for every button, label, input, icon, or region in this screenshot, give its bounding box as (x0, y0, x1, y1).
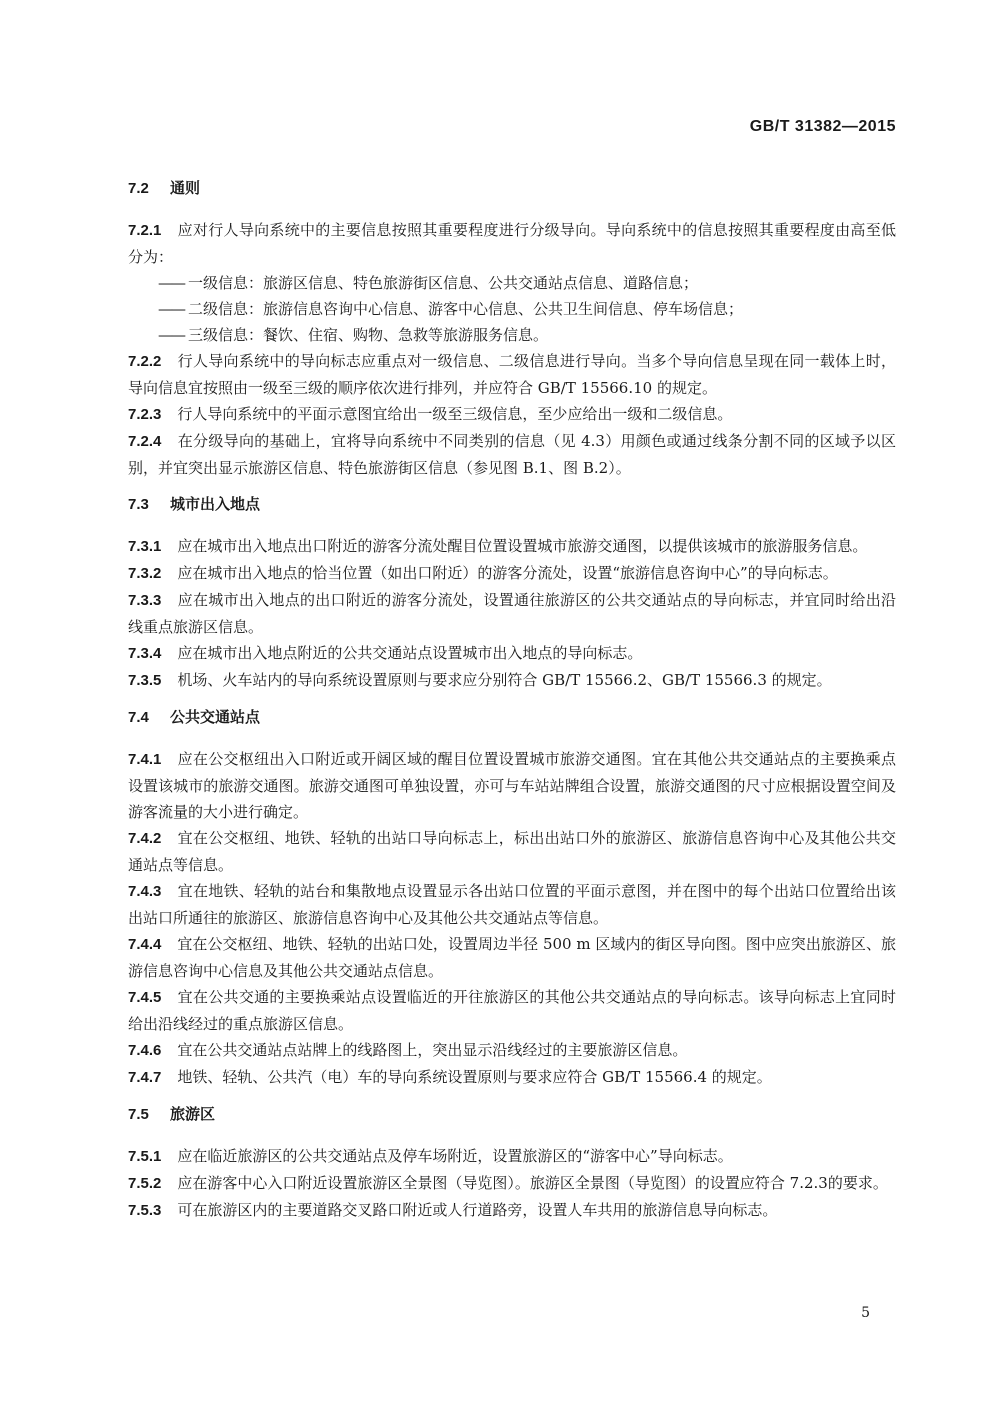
bullet-item (128, 322, 896, 348)
clause-text: 应在城市出入地点附近的公共交通站点设置城市出入地点的导向标志。 (177, 644, 643, 662)
clause-text: 可在旅游区内的主要道路交叉路口附近或人行道路旁，设置人车共用的旅游信息导向标志。 (177, 1201, 778, 1219)
clause-number: 7.3.3 (128, 592, 162, 609)
clause-number: 7.4.6 (128, 1042, 162, 1059)
clause-text: 一级信息：旅游区信息、特色旅游街区信息、公共交通站点信息、道路信息； (188, 274, 699, 292)
bullet-item (128, 296, 896, 322)
section-gap (128, 694, 896, 705)
clause-text: 行人导向系统中的平面示意图宜给出一级至三级信息，至少应给出一级和二级信息。 (177, 405, 733, 423)
section-title: 城市出入地点 (170, 496, 261, 513)
clause-number: 7.2.3 (128, 406, 162, 423)
clause (128, 1037, 896, 1064)
clause-number: 7.3.2 (128, 565, 162, 582)
clause (128, 1064, 896, 1091)
clause (128, 746, 896, 825)
clause (128, 560, 896, 587)
document-body (128, 176, 896, 1224)
clause-text: 宜在地铁、轻轨的站台和集散地点设置显示各出站口位置的平面示意图，并在图中的每个出站口位置给出该出站口所通往的旅游区、旅游信息咨询中心及其他公共交通站点等信息。 (128, 882, 896, 927)
section-number: 7.2 (128, 180, 149, 197)
section-heading (128, 492, 896, 518)
section-gap (128, 481, 896, 492)
clause-number: 7.2.2 (128, 353, 162, 370)
clause-number: 7.4.3 (128, 883, 162, 900)
clause-number: 7.2.4 (128, 433, 162, 450)
clause-number: 7.3.1 (128, 538, 162, 555)
clause (128, 931, 896, 984)
clause-text: 行人导向系统中的导向标志应重点对一级信息、二级信息进行导向。当多个导向信息呈现在同一载体上时，导向信息宜按照由一级至三级的顺序依次进行排列，并应符合 GB/T 15566.10 的规定。 (128, 352, 896, 397)
clause (128, 984, 896, 1037)
clause-number: 7.3.4 (128, 645, 162, 662)
section-heading (128, 705, 896, 731)
clause-text: 应在公交枢纽出入口附近或开阔区域的醒目位置设置城市旅游交通图。宜在其他公共交通站点的主要换乘点设置该城市的旅游交通图。旅游交通图可单独设置，亦可与车站站牌组合设置，旅游交通图的尺寸应根据设置空间及游客流量的大小进行确定。 (128, 750, 896, 821)
clause-text: 应在城市出入地点出口附近的游客分流处醒目位置设置城市旅游交通图，以提供该城市的旅游服务信息。 (177, 537, 868, 555)
clause (128, 401, 896, 428)
section-gap (128, 1091, 896, 1102)
clause-number: 7.2.1 (128, 222, 162, 239)
clause (128, 878, 896, 931)
section-title: 旅游区 (170, 1106, 216, 1123)
clause-text: 应在游客中心入口附近设置旅游区全景图（导览图）。旅游区全景图（导览图）的设置应符合 7.2.3的要求。 (177, 1174, 888, 1192)
clause-text: 宜在公交枢纽、地铁、轻轨的出站口导向标志上，标出出站口外的旅游区、旅游信息咨询中心及其他公共交通站点等信息。 (128, 829, 896, 874)
clause-number: 7.4.1 (128, 751, 162, 768)
clause-number: 7.3.5 (128, 672, 162, 689)
clause-number: 7.5.1 (128, 1148, 162, 1165)
section-title: 公共交通站点 (170, 709, 261, 726)
clause-text: 地铁、轻轨、公共汽（电）车的导向系统设置原则与要求应符合 GB/T 15566.4 的规定。 (177, 1068, 772, 1086)
clause (128, 667, 896, 694)
clause-number: 7.4.7 (128, 1069, 162, 1086)
clause (128, 217, 896, 270)
clause-text: 三级信息：餐饮、住宿、购物、急救等旅游服务信息。 (188, 326, 549, 344)
section-number: 7.3 (128, 496, 149, 513)
bullet-dash: —— (158, 300, 184, 318)
section-title: 通则 (170, 180, 201, 197)
bullet-dash: —— (158, 326, 184, 344)
clause-text: 机场、火车站内的导向系统设置原则与要求应分别符合 GB/T 15566.2、GB/T 15566.3 的规定。 (177, 671, 832, 689)
section-number: 7.5 (128, 1106, 149, 1123)
clause-text: 应对行人导向系统中的主要信息按照其重要程度进行分级导向。导向系统中的信息按照其重要程度由高至低分为： (128, 221, 896, 266)
clause-text: 宜在公共交通的主要换乘站点设置临近的开往旅游区的其他公共交通站点的导向标志。该导向标志上宜同时给出沿线经过的重点旅游区信息。 (128, 988, 896, 1033)
clause-text: 二级信息：旅游信息咨询中心信息、游客中心信息、公共卫生间信息、停车场信息； (188, 300, 744, 318)
clause-number: 7.4.5 (128, 989, 162, 1006)
clause-text: 应在城市出入地点的出口附近的游客分流处，设置通往旅游区的公共交通站点的导向标志，并宜同时给出沿线重点旅游区信息。 (128, 591, 896, 636)
page-number: 5 (861, 1305, 870, 1321)
bullet-dash: —— (158, 274, 184, 292)
clause-text: 宜在公共交通站点站牌上的线路图上，突出显示沿线经过的主要旅游区信息。 (177, 1041, 688, 1059)
clause-number: 7.4.2 (128, 830, 162, 847)
standard-number-header: GB/T 31382—2015 (749, 118, 896, 135)
clause (128, 348, 896, 401)
clause (128, 587, 896, 640)
clause-text: 应在临近旅游区的公共交通站点及停车场附近，设置旅游区的“游客中心”导向标志。 (177, 1147, 733, 1165)
clause (128, 825, 896, 878)
bullet-item (128, 270, 896, 296)
clause (128, 640, 896, 667)
section-number: 7.4 (128, 709, 149, 726)
section-heading (128, 176, 896, 202)
clause (128, 1143, 896, 1170)
clause (128, 428, 896, 481)
section-heading (128, 1102, 896, 1128)
clause (128, 1170, 896, 1197)
clause-text: 应在城市出入地点的恰当位置（如出口附近）的游客分流处，设置“旅游信息咨询中心”的导向标志。 (177, 564, 838, 582)
clause-number: 7.5.3 (128, 1202, 162, 1219)
clause-number: 7.5.2 (128, 1175, 162, 1192)
clause (128, 533, 896, 560)
clause-number: 7.4.4 (128, 936, 162, 953)
clause (128, 1197, 896, 1224)
clause-text: 在分级导向的基础上，宜将导向系统中不同类别的信息（见 4.3）用颜色或通过线条分割不同的区域予以区别，并宜突出显示旅游区信息、特色旅游街区信息（参见图 B.1、图 B.2）。 (128, 432, 896, 477)
clause-text: 宜在公交枢纽、地铁、轻轨的出站口处，设置周边半径 500 m 区域内的街区导向图。图中应突出旅游区、旅游信息咨询中心信息及其他公共交通站点信息。 (128, 935, 896, 980)
